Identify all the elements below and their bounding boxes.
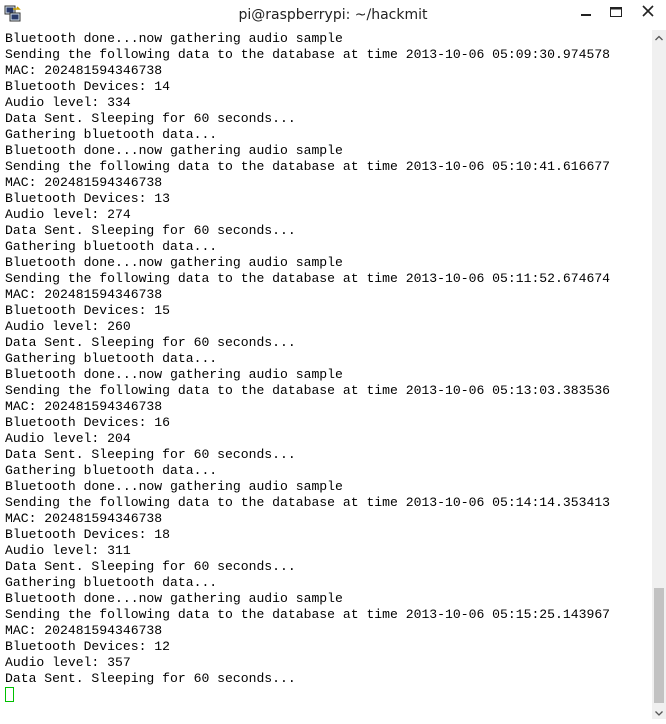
maximize-button[interactable]	[602, 0, 630, 30]
terminal-line: Bluetooth done...now gathering audio sample	[5, 31, 343, 46]
scroll-up-arrow[interactable]	[652, 30, 666, 44]
terminal-cursor	[5, 687, 14, 702]
terminal-line: Gathering bluetooth data...	[5, 463, 218, 478]
vertical-scrollbar[interactable]	[652, 30, 666, 719]
terminal-line: Gathering bluetooth data...	[5, 127, 218, 142]
terminal-line: Gathering bluetooth data...	[5, 575, 218, 590]
terminal-line: Audio level: 274	[5, 207, 131, 222]
minimize-button[interactable]	[572, 0, 600, 30]
terminal-line: Audio level: 334	[5, 95, 131, 110]
terminal-line: Data Sent. Sleeping for 60 seconds...	[5, 335, 296, 350]
terminal-line: Bluetooth Devices: 14	[5, 79, 171, 94]
terminal-line: Sending the following data to the database at time 2013-10-06 05:11:52.674674	[5, 271, 611, 286]
terminal-line: Bluetooth done...now gathering audio sample	[5, 255, 343, 270]
terminal-line: Bluetooth Devices: 15	[5, 303, 171, 318]
terminal-line: Bluetooth Devices: 12	[5, 639, 171, 654]
window-title: pi@raspberrypi: ~/hackmit	[238, 7, 428, 23]
close-icon	[630, 0, 666, 30]
terminal-line: Data Sent. Sleeping for 60 seconds...	[5, 111, 296, 126]
minimize-icon	[572, 0, 600, 30]
terminal-line: Audio level: 204	[5, 431, 131, 446]
scroll-down-arrow[interactable]	[652, 705, 666, 719]
putty-icon[interactable]	[4, 5, 22, 23]
terminal-line: Sending the following data to the database at time 2013-10-06 05:15:25.143967	[5, 607, 611, 622]
terminal-line: Data Sent. Sleeping for 60 seconds...	[5, 223, 296, 238]
terminal-line: Sending the following data to the database at time 2013-10-06 05:13:03.383536	[5, 383, 611, 398]
terminal-line: Bluetooth done...now gathering audio sample	[5, 479, 343, 494]
terminal-line: Bluetooth done...now gathering audio sample	[5, 367, 343, 382]
terminal-line: Sending the following data to the database at time 2013-10-06 05:14:14.353413	[5, 495, 611, 510]
terminal-line: MAC: 202481594346738	[5, 623, 163, 638]
terminal-line: MAC: 202481594346738	[5, 175, 163, 190]
terminal-line: Audio level: 260	[5, 319, 131, 334]
terminal-line: Bluetooth Devices: 16	[5, 415, 171, 430]
terminal-line: Sending the following data to the database at time 2013-10-06 05:09:30.974578	[5, 47, 611, 62]
terminal-line: Bluetooth done...now gathering audio sample	[5, 591, 343, 606]
maximize-icon	[602, 0, 630, 30]
terminal-line: Data Sent. Sleeping for 60 seconds...	[5, 671, 296, 686]
close-button[interactable]	[630, 0, 666, 30]
terminal-line: Bluetooth Devices: 18	[5, 527, 171, 542]
chevron-down-icon	[652, 706, 666, 720]
terminal-line: MAC: 202481594346738	[5, 287, 163, 302]
terminal-line: Gathering bluetooth data...	[5, 351, 218, 366]
terminal-line: Data Sent. Sleeping for 60 seconds...	[5, 447, 296, 462]
terminal-line: MAC: 202481594346738	[5, 511, 163, 526]
terminal-lines	[5, 31, 610, 703]
title-bar[interactable]	[0, 0, 666, 30]
terminal-line: Audio level: 311	[5, 543, 131, 558]
terminal-line: Data Sent. Sleeping for 60 seconds...	[5, 559, 296, 574]
terminal-line: Bluetooth done...now gathering audio sample	[5, 143, 343, 158]
terminal-line: MAC: 202481594346738	[5, 63, 163, 78]
chevron-up-icon	[652, 31, 666, 45]
terminal-output[interactable]	[0, 30, 652, 719]
terminal-line: Audio level: 357	[5, 655, 131, 670]
prompt-line	[5, 687, 610, 703]
terminal-line: Bluetooth Devices: 13	[5, 191, 171, 206]
terminal-line: Gathering bluetooth data...	[5, 239, 218, 254]
terminal-line: Sending the following data to the database at time 2013-10-06 05:10:41.616677	[5, 159, 611, 174]
scroll-thumb[interactable]	[654, 588, 664, 703]
terminal-line: MAC: 202481594346738	[5, 399, 163, 414]
